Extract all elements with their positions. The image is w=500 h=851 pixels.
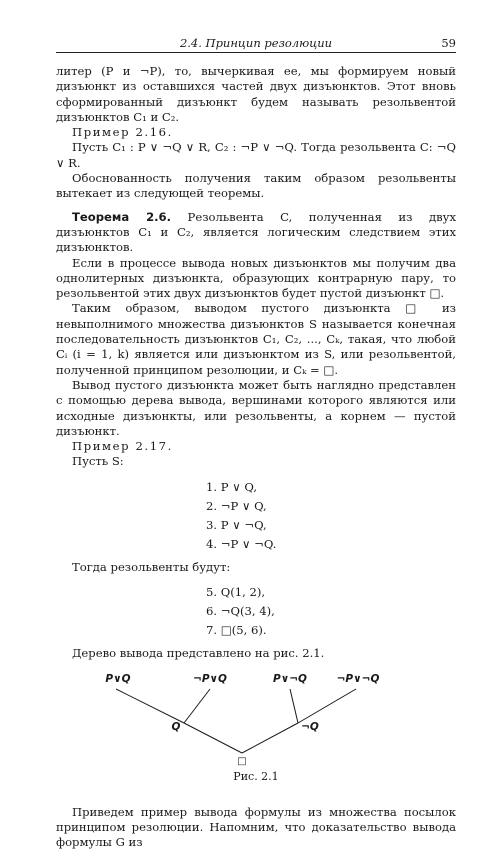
clause-set-s (56, 478, 456, 554)
derivation-tree (56, 667, 456, 767)
section-title: 2.4. Принцип резолюции (179, 36, 333, 50)
leaf-label: P∨¬Q (273, 673, 307, 686)
paragraph-empty-clause: Если в процессе вывода новых дизъюнктов мы получим два однолитерных дизъюнкта, образующих контрарную пару, то резольвентой этих двух дизъюнктов будет пустой дизъюнкт □. (56, 255, 456, 301)
resolvent-node-label: ¬Q (301, 721, 319, 734)
tree-edge (242, 723, 298, 753)
resolvent-item: 7. □(5, 6). (206, 623, 267, 638)
running-header (56, 36, 456, 53)
clause-item: 4. ¬P ∨ ¬Q. (206, 536, 277, 551)
resolvent-item: 6. ¬Q(3, 4), (206, 604, 275, 619)
leaf-label: ¬P∨¬Q (336, 673, 380, 686)
theorem-text: Резольвента C, полученная из двух дизъюнктов C₁ и C₂, является логическим следствием этих дизъюнктов. (56, 209, 456, 255)
clause-item: 1. P ∨ Q, (206, 479, 258, 494)
example-intro: Пусть S: (72, 454, 124, 469)
paragraph-resolvent-definition: литер (P и ¬P), то, вычеркивая ее, мы формируем новый дизъюнкт из оставшихся частей двух дизъюнктов. Этот вновь сформированный дизъюнкт будем называть резольвентой дизъюнктов C₁ и C₂. (56, 64, 456, 124)
theorem-label: Теорема 2.6. (72, 209, 172, 224)
resolvents-intro: Тогда резольвенты будут: (72, 559, 231, 574)
example-text: Пусть C₁ : P ∨ ¬Q ∨ R, C₂ : ¬P ∨ ¬Q. Тогда резольвента C: ¬Q ∨ R. (56, 140, 456, 170)
page-number: 59 (441, 36, 456, 50)
root-empty-clause: □ (237, 756, 247, 768)
example-label: Пример 2.17. (72, 439, 173, 454)
clause-item: 2. ¬P ∨ Q, (206, 498, 267, 513)
clause-item: 3. P ∨ ¬Q, (206, 517, 267, 532)
resolvent-node-label: Q (171, 721, 181, 734)
leaf-label: P∨Q (105, 673, 131, 686)
theorem (56, 210, 456, 256)
tree-edge (184, 723, 242, 753)
figure-reference: Дерево вывода представлено на рис. 2.1. (72, 646, 325, 661)
figure-caption: Рис. 2.1 (233, 770, 279, 784)
resolvent-list (56, 583, 456, 640)
tree-edge (298, 689, 356, 723)
example-label: Пример 2.16. (72, 125, 173, 140)
leaf-label: ¬P∨Q (193, 673, 227, 686)
paragraph-derivation-definition: Таким образом, выводом пустого дизъюнкта □ из невыполнимого множества дизъюнктов S называется конечная последовательность дизъюнктов C₁, C₂, ..., Cₖ, такая, что любой Cᵢ (i = 1, k) является или дизъюнктом из S, или резольвентой, полученной принципом резолюции, и Cₖ = □. (56, 301, 456, 377)
tree-edge (116, 689, 184, 723)
tree-edge (184, 689, 210, 723)
paragraph-justification: Обоснованность получения таким образом резольвенты вытекает из следующей теоремы. (56, 171, 456, 201)
paragraph-next-example: Приведем пример вывода формулы из множества посылок принципом резолюции. Напомним, что доказательство вывода формулы G из (56, 804, 456, 850)
derivation-tree-figure (56, 667, 456, 767)
paragraph-derivation-tree: Вывод пустого дизъюнкта может быть наглядно представлен с помощью дерева вывода, вершинами которого являются или исходные дизъюнкты, или резольвенты, а корнем — пустой дизъюнкт. (56, 377, 456, 438)
resolvent-item: 5. Q(1, 2), (206, 585, 266, 600)
page-body (56, 64, 456, 851)
tree-edge (290, 689, 298, 723)
